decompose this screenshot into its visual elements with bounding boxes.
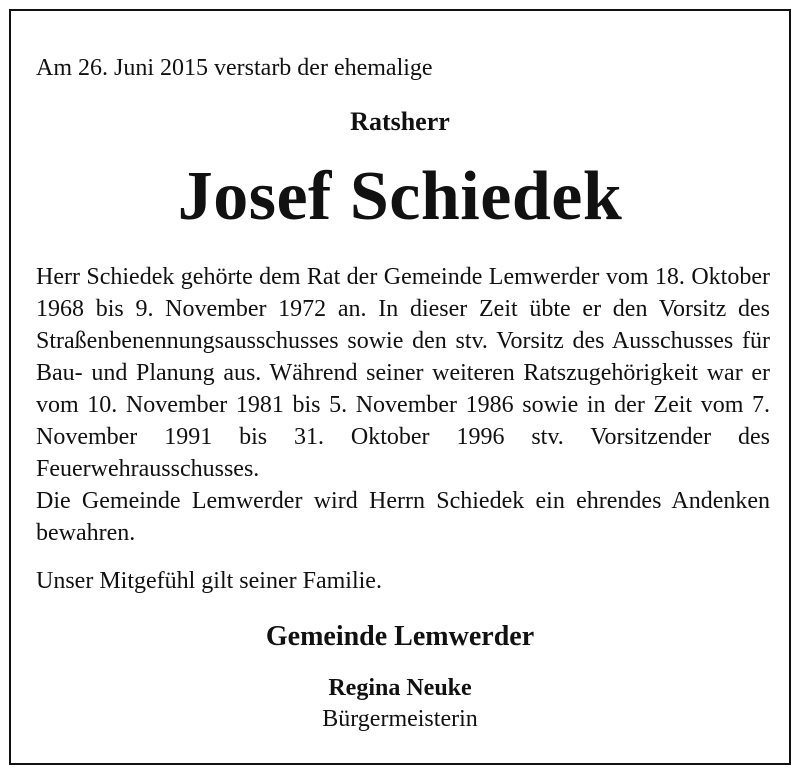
signature-organization: Gemeinde Lemwerder (265, 621, 535, 652)
honorific-title: Ratsherr (350, 107, 450, 136)
remembrance-paragraph: Die Gemeinde Lemwerder wird Herrn Schiedek ein ehrendes Andenken bewahren. (36, 488, 770, 546)
intro-line: Am 26. Juni 2015 verstarb der ehemalige (36, 55, 433, 81)
deceased-name: Josef Schiedek (177, 158, 623, 235)
signature-role: Bürgermeisterin (322, 706, 478, 732)
tribute-paragraph: Herr Schiedek gehörte dem Rat der Gemeinde Lemwerder vom 18. Oktober 1968 bis 9. November 1972 an. In dieser Zeit übte er den Vorsitz des Straßenbenennungsausschusses sowie den stv. Vorsitz des Ausschusses für Bau- und Planung aus. Während seiner weiteren Ratszugehörigkeit war er vom 10. November 1981 bis 5. November 1986 sowie in der Zeit vom 7. November 1991 bis 31. Oktober 1996 stv. Vorsitzender des Feuerwehrausschusses. (36, 264, 770, 482)
condolence-paragraph: Unser Mitgefühl gilt seiner Familie. (36, 568, 382, 594)
obituary-notice (9, 9, 791, 765)
signature-person: Regina Neuke (328, 675, 472, 701)
